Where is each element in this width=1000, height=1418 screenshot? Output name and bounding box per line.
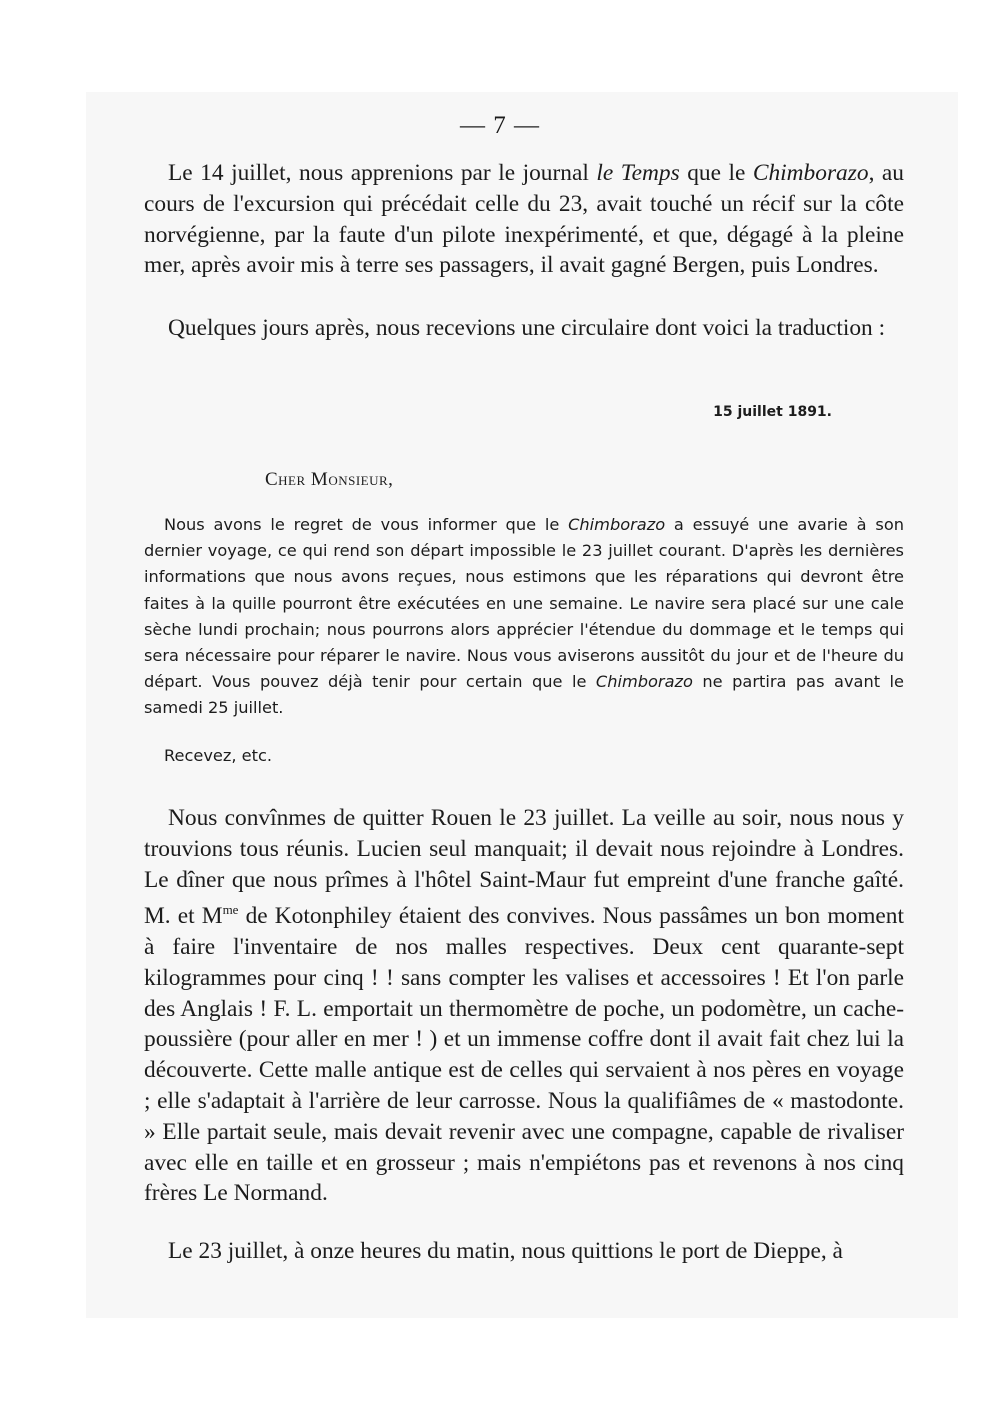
text-span: Nous avons le regret de vous informer que le bbox=[164, 515, 569, 534]
paragraph-text bbox=[144, 158, 904, 281]
page-number: — 7 — bbox=[460, 112, 540, 139]
paragraph-text bbox=[144, 803, 904, 1209]
paragraph bbox=[144, 1236, 904, 1267]
paragraph bbox=[144, 313, 904, 344]
ship-name: Chimborazo bbox=[568, 515, 666, 534]
letter-text bbox=[144, 512, 904, 722]
text-span: ne partira pas avant le samedi 25 juillet. bbox=[144, 672, 905, 718]
text-span: Nous convînmes de quitter Rouen le 23 juillet. La veille au soir, nous nous y trouvions tous réunis. Lucien seul manquait; il devait nous rejoindre à Londres. Le dîner que nous prîmes à l'hôtel Saint-Maur fut empreint d'une franche gaîté. M. et M bbox=[144, 805, 904, 930]
letter-salutation: Cher Monsieur, bbox=[265, 469, 394, 490]
paragraph-text: Le 23 juillet, à onze heures du matin, nous quittions le port de Dieppe, à bbox=[168, 1238, 843, 1264]
ship-name: Chimborazo bbox=[595, 672, 693, 692]
text-span: que le bbox=[679, 160, 753, 186]
text-span: Le 14 juillet, nous apprenions par le journal bbox=[168, 160, 597, 186]
ship-name: Chimborazo bbox=[752, 160, 869, 186]
text-span: , au cours de l'excursion qui précédait celle du 23, avait touché un récif sur la côte norvégienne, par la faute d'un pilote inexpérimenté, et que, dégagé à la pleine mer, après avoir mis à terre ses passagers, il avait gagné Bergen, puis Londres. bbox=[144, 160, 904, 279]
text-span: a essuyé une avarie à son dernier voyage, ce qui rend son départ impossible le 23 juillet courant. D'après les dernières informations que nous avons reçues, nous estimons que les réparations qui devront être faites à la quille pourront être exécutées en une semaine. Le navire sera placé sur une cale sèche lundi prochain; nous pourrons alors apprécier l'étendue du dommage et le temps qui sera nécessaire pour réparer le navire. Nous vous aviserons aussitôt du jour et de l'heure du départ. Vous pouvez déjà tenir pour certain que le bbox=[144, 515, 904, 692]
superscript: me bbox=[222, 902, 239, 918]
letter-date: 15 juillet 1891. bbox=[713, 404, 832, 420]
newspaper-title: le Temps bbox=[596, 160, 680, 186]
letter-closing: Recevez, etc. bbox=[164, 746, 273, 765]
paragraph bbox=[144, 158, 904, 281]
paragraph bbox=[144, 803, 904, 1209]
text-span: de Kotonphiley étaient des convives. Nous passâmes un bon moment à faire l'inventaire de nos malles respectives. Deux cent quarante-sept kilogrammes pour cinq ! ! sans compter les valises et accessoires ! Et l'on parle des Anglais ! F. L. emportait un thermomètre de poche, un podomètre, un cache-poussière (pour aller en mer ! ) et un immense coffre dont il avait fait chez lui la découverte. Cette malle antique est de celles qui servaient à nos pères en voyage ; elle s'adaptait à l'arrière de leur carrosse. Nous la qualifiâmes de « mastodonte. » Elle partait seule, mais devait revenir avec une compagne, capable de rivaliser avec elle en taille et en grosseur ; mais n'empiétons pas et revenons à nos cinq frères Le Normand. bbox=[144, 903, 904, 1207]
paragraph-text: Quelques jours après, nous recevions une circulaire dont voici la traduction : bbox=[168, 315, 886, 341]
letter-body bbox=[144, 512, 904, 722]
